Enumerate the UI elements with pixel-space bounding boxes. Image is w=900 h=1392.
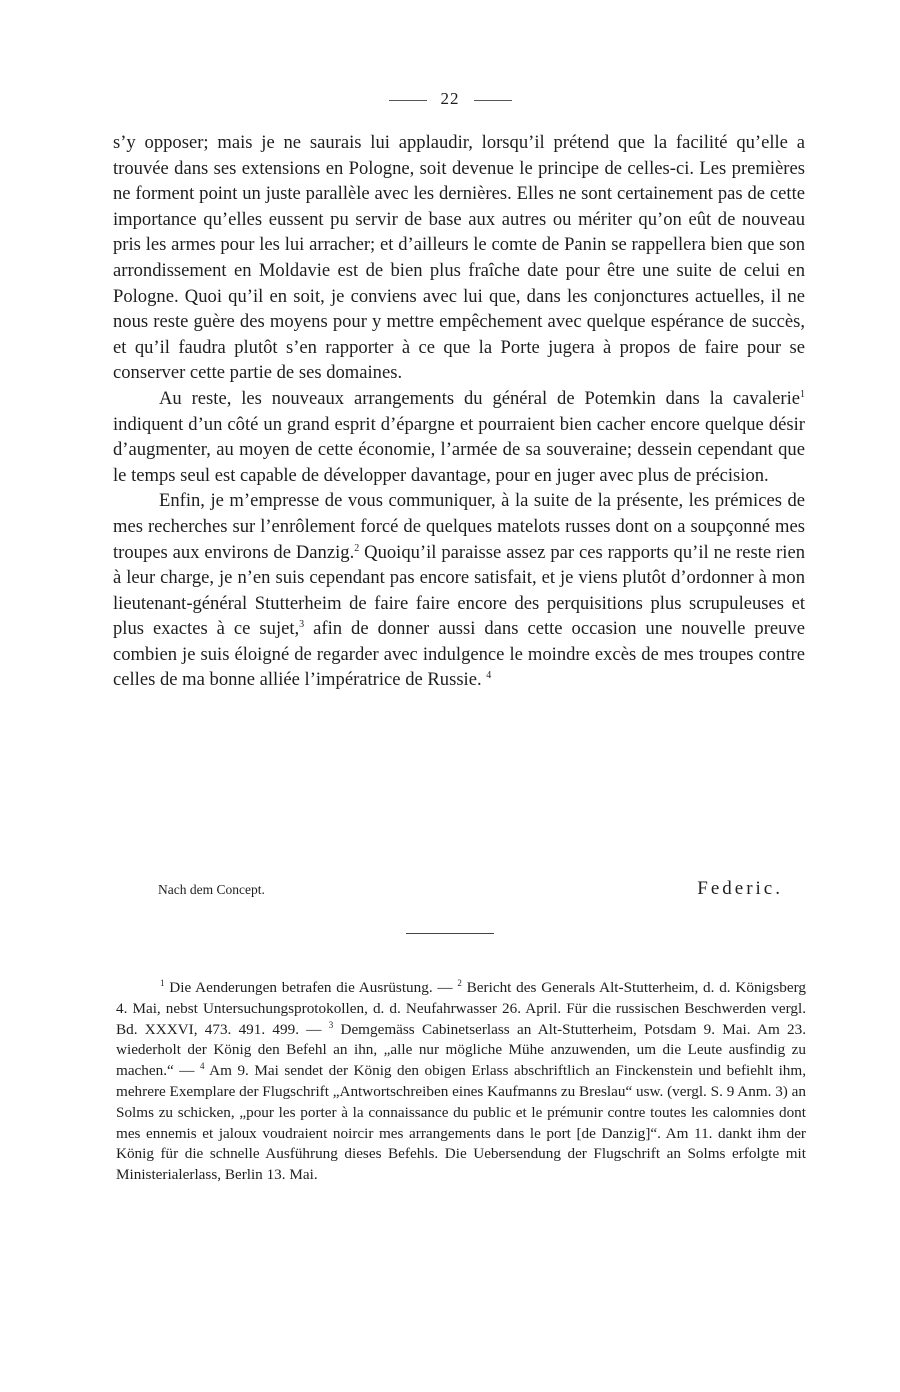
footnotes — [116, 978, 806, 1186]
footnote-2-text: Bericht des Generals Alt-Stutterheim, d. d. Königsberg 4. Mai, nebst Untersuchungsprotokollen, d. d. Neufahrwasser 26. April. Für die russischen Beschwerden vergl. Bd. XXXVI, 473. 491. 499. — — [116, 979, 806, 1038]
footnote-marker-1: 1 — [800, 388, 805, 400]
footnote-3-text: Demgemäss Cabinetserlass an Alt-Stutterheim, Potsdam 9. Mai. Am 23. wiederholt der König den Befehl an ihn, „alle nur mögliche Mühe anzuwenden, um die Leute ausfindig zu machen.“ — — [116, 1020, 807, 1080]
footnote-block — [116, 978, 806, 1186]
footnote-marker-3: 3 — [299, 619, 305, 631]
page-number-header — [0, 89, 900, 109]
page-number: 22 — [440, 89, 460, 108]
footnote-2-marker: 2 — [457, 978, 462, 988]
footnote-1-marker: 1 — [160, 978, 165, 988]
paragraph-2-text-b: indiquent d’un côté un grand esprit d’épargne et pourraient bien cacher encore quelque désir d’augmenter, au moyen de cette économie, l’armée de sa souveraine; dessein cependant que le temps seul est capable de développer davantage, pour en juger avec plus de précision. — [113, 413, 805, 486]
footnote-3-marker: 3 — [328, 1019, 334, 1030]
page-number-dash-right — [474, 100, 512, 101]
paragraph-3-text-a: Enfin, je m’empresse de vous communiquer, à la suite de la présente, les prémices de mes recherches sur l’enrôlement forcé de quelques matelots russes dont on a soupçonné mes troupes aux environs de Danzig. — [113, 490, 805, 563]
footnote-marker-2: 2 — [354, 542, 360, 554]
letter-body — [113, 130, 805, 693]
paragraph-3 — [113, 488, 805, 693]
footnote-4-marker: 4 — [199, 1061, 205, 1072]
footnote-separator — [406, 933, 494, 934]
signature: Federic. — [697, 878, 783, 899]
signature-row — [158, 878, 783, 908]
paragraph-3-text-c: afin de donner aussi dans cette occasion une nouvelle preuve combien je suis éloigné de regarder avec indulgence le moindre excès de mes troupes contre celles de ma bonne alliée l’impératrice de Russie. — [113, 618, 805, 691]
paragraph-2 — [113, 386, 805, 488]
footnote-marker-4: 4 — [486, 670, 492, 682]
paragraph-1: s’y opposer; mais je ne saurais lui applaudir, lorsqu’il prétend que la facilité qu’elle a trouvée dans ses extensions en Pologne, soit devenue le principe de celles-ci. Les premières ne forment point un juste parallèle avec les dernières. Elles ne sont certainement pas de cette importance qu’elles eussent pu servir de base aux autres ou mériter qu’on eût de nouveau pris les armes pour les lui arracher; et d’ailleurs le comte de Panin se rappellera bien que son arrondissement en Moldavie est de bien plus fraîche date pour être une suite de celui en Pologne. Quoi qu’il en soit, je conviens avec lui que, dans les conjonctures actuelles, il ne nous reste guère des moyens pour y mettre empêchement avec quelque espérance de succès, et qu’il faudra plutôt s’en rapporter à ce que la Porte jugera à propos de faire pour se conserver cette partie de ses domaines. — [113, 132, 805, 384]
paragraph-2-text-a: Au reste, les nouveaux arrangements du général de Potemkin dans la cavalerie — [159, 387, 800, 409]
footnote-4-text: Am 9. Mai sendet der König den obigen Erlass abschriftlich an Finckenstein und befiehlt ihm, mehrere Exemplare der Flugschrift „Antwortschreiben eines Kaufmanns zu Breslau“ usw. (vergl. S. 9 Anm. 3) an Solms zu schicken, „pour les porter à la connaissance du public et le prémunir contre toutes les calomnies dont mes ennemis et jaloux voudraient noircir mes arrangements dans le port [de Danzig]“. Am 11. dankt ihm der König für die schnelle Ausführung dieses Befehls. Die Uebersendung der Flugschrift an Solms erfolgte mit Ministerialerlass, Berlin 13. Mai. — [116, 1062, 806, 1184]
page-number-dash-left — [389, 100, 427, 101]
paragraph-3-text-b: Quoiqu’il paraisse assez par ces rapports qu’il ne reste rien à leur charge, je n’en suis cependant pas encore satisfait, et je viens plutôt d’ordonner à mon lieutenant-général Stutterheim de faire faire encore des perquisitions plus scrupuleuses et plus exactes à ce sujet, — [113, 541, 805, 640]
footnote-1-text: Die Aenderungen betrafen die Ausrüstung. — — [164, 979, 458, 996]
source-note: Nach dem Concept. — [158, 882, 265, 897]
